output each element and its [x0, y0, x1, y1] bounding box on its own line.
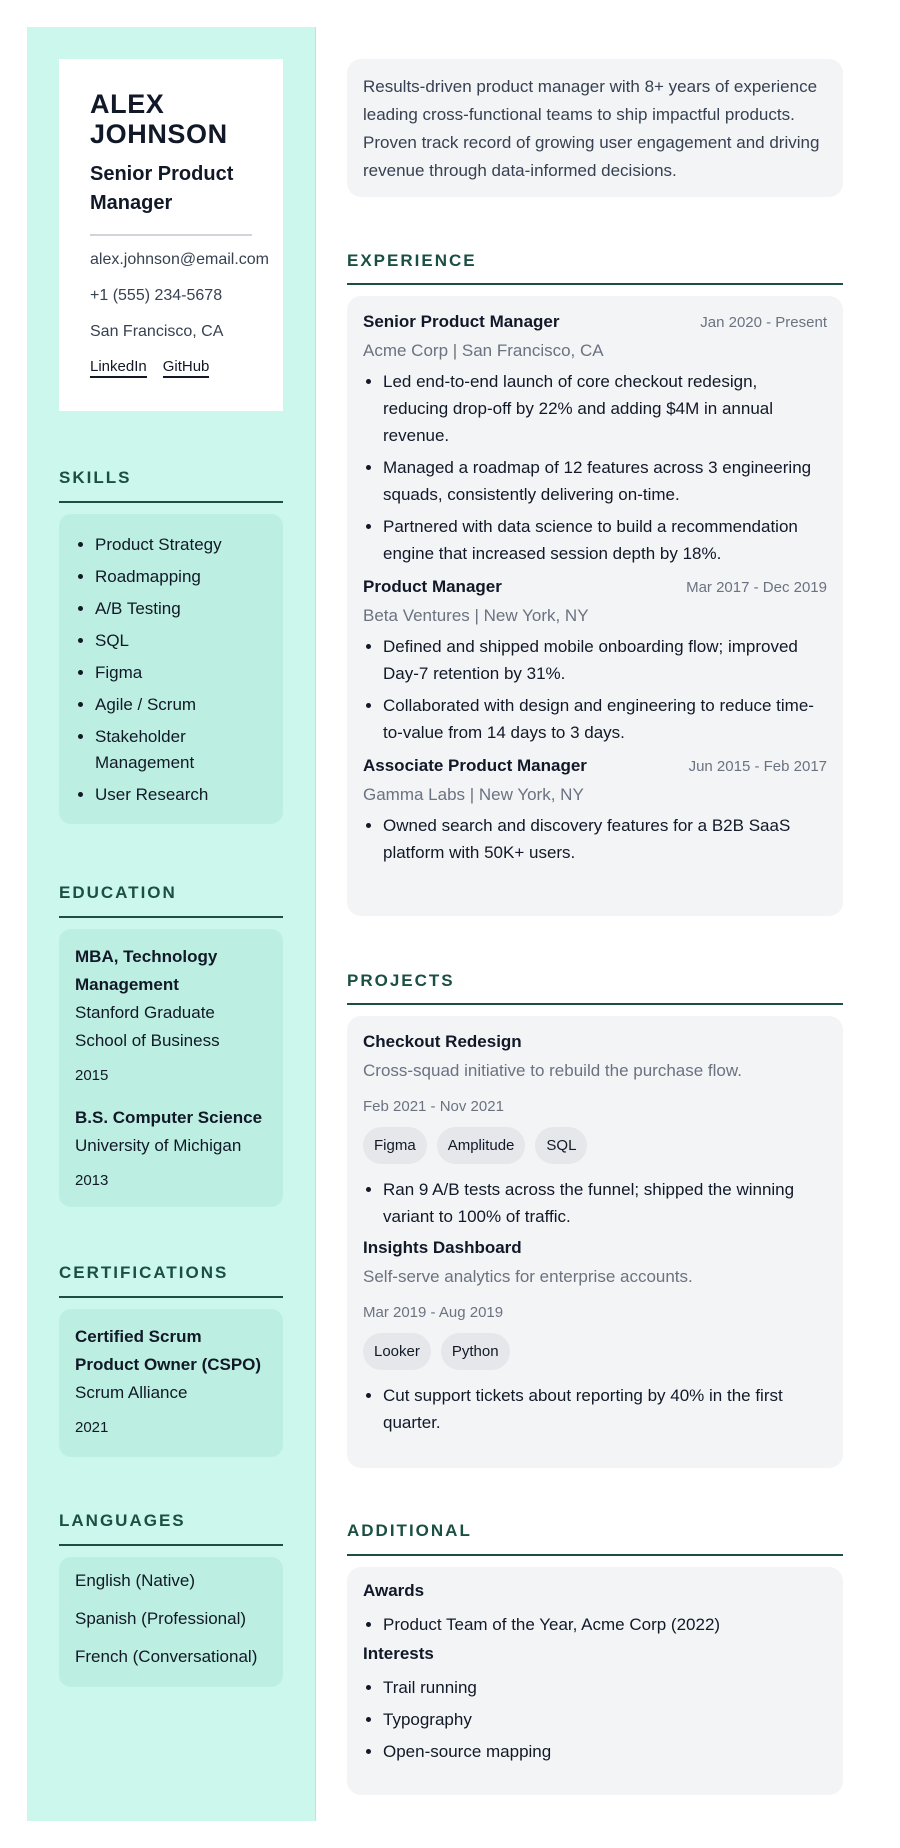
certification-issuer: Scrum Alliance — [75, 1383, 188, 1402]
award-item: • Product Team of the Year, Acme Corp (2022) — [383, 1611, 827, 1638]
project-entry — [363, 1238, 827, 1436]
job-dates: Jun 2015 - Feb 2017 — [688, 758, 827, 775]
identity-divider — [90, 234, 252, 236]
interest-item: • Open-source mapping — [383, 1738, 827, 1765]
identity-card — [59, 59, 283, 411]
certification-year: 2021 — [75, 1419, 109, 1436]
job-bullet: • Led end-to-end launch of core checkout redesign, reducing drop-off by 22% and adding $4M in annual revenue. — [383, 368, 827, 449]
languages-panel — [59, 1557, 283, 1687]
experience-heading: EXPERIENCE — [347, 251, 477, 270]
job-company: Gamma Labs | New York, NY — [363, 785, 584, 804]
additional-heading: ADDITIONAL — [347, 1521, 472, 1540]
languages-heading: LANGUAGES — [59, 1511, 186, 1530]
github-link[interactable]: GitHub — [163, 358, 210, 378]
job-bullet: • Managed a roadmap of 12 features across 3 engineering squads, consistently delivering on-time. — [383, 454, 827, 508]
tag-chip: Amplitude — [437, 1127, 526, 1164]
graduation-year: 2013 — [75, 1172, 109, 1189]
interest-item: • Trail running — [383, 1674, 827, 1701]
skill-item: • Roadmapping — [95, 564, 265, 590]
contact-location: San Francisco, CA — [90, 323, 224, 340]
skill-item: • SQL — [95, 628, 265, 654]
summary-panel: Results-driven product manager with 8+ years of experience leading cross-functional teams to ship impactful products. Proven track record of growing user engagement and driving revenue through data-informed decisions. — [347, 59, 843, 197]
experience-panel — [347, 296, 843, 916]
education-panel — [59, 929, 283, 1207]
certification-name: Certified Scrum Product Owner (CSPO) — [75, 1327, 262, 1374]
certifications-heading: CERTIFICATIONS — [59, 1263, 229, 1282]
full-name — [90, 89, 252, 149]
tag-chip: Looker — [363, 1333, 431, 1370]
projects-heading: PROJECTS — [347, 971, 455, 990]
job-entry — [347, 756, 843, 866]
projects-panel — [347, 1016, 843, 1468]
job-bullet: • Partnered with data science to build a recommendation engine that increased session depth by 18%. — [383, 513, 827, 567]
job-bullet: • Collaborated with design and engineering to reduce time-to-value from 14 days to 3 days. — [383, 692, 827, 746]
project-title: Checkout Redesign — [363, 1032, 522, 1051]
project-dates: Feb 2021 - Nov 2021 — [363, 1098, 504, 1115]
skills-rule — [59, 501, 283, 503]
languages-rule — [59, 1544, 283, 1546]
skill-item: • Figma — [95, 660, 265, 686]
job-role: Senior Product Manager — [363, 312, 560, 331]
project-dates: Mar 2019 - Aug 2019 — [363, 1304, 504, 1321]
job-role: Product Manager — [363, 577, 502, 596]
school: University of Michigan — [75, 1136, 242, 1155]
project-title: Insights Dashboard — [363, 1238, 522, 1257]
skill-item: • User Research — [95, 782, 265, 808]
resume-page — [27, 27, 873, 1821]
education-entry — [75, 1104, 267, 1189]
linkedin-link[interactable]: LinkedIn — [90, 358, 147, 378]
certifications-panel — [59, 1309, 283, 1457]
interest-item: • Typography — [383, 1706, 827, 1733]
profile-links — [90, 358, 252, 378]
skill-item: • Agile / Scrum — [95, 692, 265, 718]
education-entry — [75, 943, 267, 1084]
tag-chip: Python — [441, 1333, 510, 1370]
school: Stanford Graduate School of Business — [75, 1003, 220, 1050]
education-rule — [59, 916, 283, 918]
tag-chip: Figma — [363, 1127, 427, 1164]
job-bullet: • Owned search and discovery features for a B2B SaaS platform with 50K+ users. — [383, 812, 827, 866]
sidebar — [27, 27, 316, 1821]
awards-label: Awards — [363, 1581, 425, 1600]
job-dates: Mar 2017 - Dec 2019 — [686, 579, 827, 596]
project-tags — [363, 1127, 827, 1164]
job-company: Beta Ventures | New York, NY — [363, 606, 589, 625]
project-entry — [363, 1032, 827, 1230]
name-last: JOHNSON — [90, 119, 228, 149]
project-bullet: • Cut support tickets about reporting by 40% in the first quarter. — [383, 1382, 827, 1436]
contact-email: alex.johnson@email.com — [90, 251, 269, 268]
language-item: French (Conversational) — [75, 1647, 258, 1666]
job-dates: Jan 2020 - Present — [700, 314, 827, 331]
certifications-rule — [59, 1296, 283, 1298]
skills-panel — [59, 514, 283, 824]
skill-item: • Product Strategy — [95, 532, 265, 558]
job-company: Acme Corp | San Francisco, CA — [363, 341, 604, 360]
job-entry — [347, 312, 843, 567]
job-entry — [347, 577, 843, 746]
contact-phone: +1 (555) 234-5678 — [90, 287, 223, 304]
name-first: ALEX — [90, 89, 165, 119]
project-description: Cross-squad initiative to rebuild the purchase flow. — [363, 1061, 742, 1080]
education-heading: EDUCATION — [59, 883, 177, 902]
graduation-year: 2015 — [75, 1067, 109, 1084]
project-description: Self-serve analytics for enterprise accounts. — [363, 1267, 693, 1286]
skill-item: • Stakeholder Management — [95, 724, 265, 776]
skill-item: • A/B Testing — [95, 596, 265, 622]
degree: MBA, Technology Management — [75, 947, 218, 994]
experience-rule — [347, 283, 843, 285]
language-item: Spanish (Professional) — [75, 1609, 247, 1628]
project-tags — [363, 1333, 827, 1370]
project-bullet: • Ran 9 A/B tests across the funnel; shipped the winning variant to 100% of traffic. — [383, 1176, 827, 1230]
degree: B.S. Computer Science — [75, 1108, 263, 1127]
additional-rule — [347, 1554, 843, 1556]
language-item: English (Native) — [75, 1571, 195, 1590]
skills-heading: SKILLS — [59, 468, 132, 487]
tag-chip: SQL — [535, 1127, 587, 1164]
job-role: Associate Product Manager — [363, 756, 587, 775]
additional-panel — [347, 1567, 843, 1795]
job-title: Senior Product Manager — [90, 163, 234, 214]
job-bullet: • Defined and shipped mobile onboarding flow; improved Day-7 retention by 31%. — [383, 633, 827, 687]
interests-label: Interests — [363, 1644, 434, 1663]
projects-rule — [347, 1003, 843, 1005]
